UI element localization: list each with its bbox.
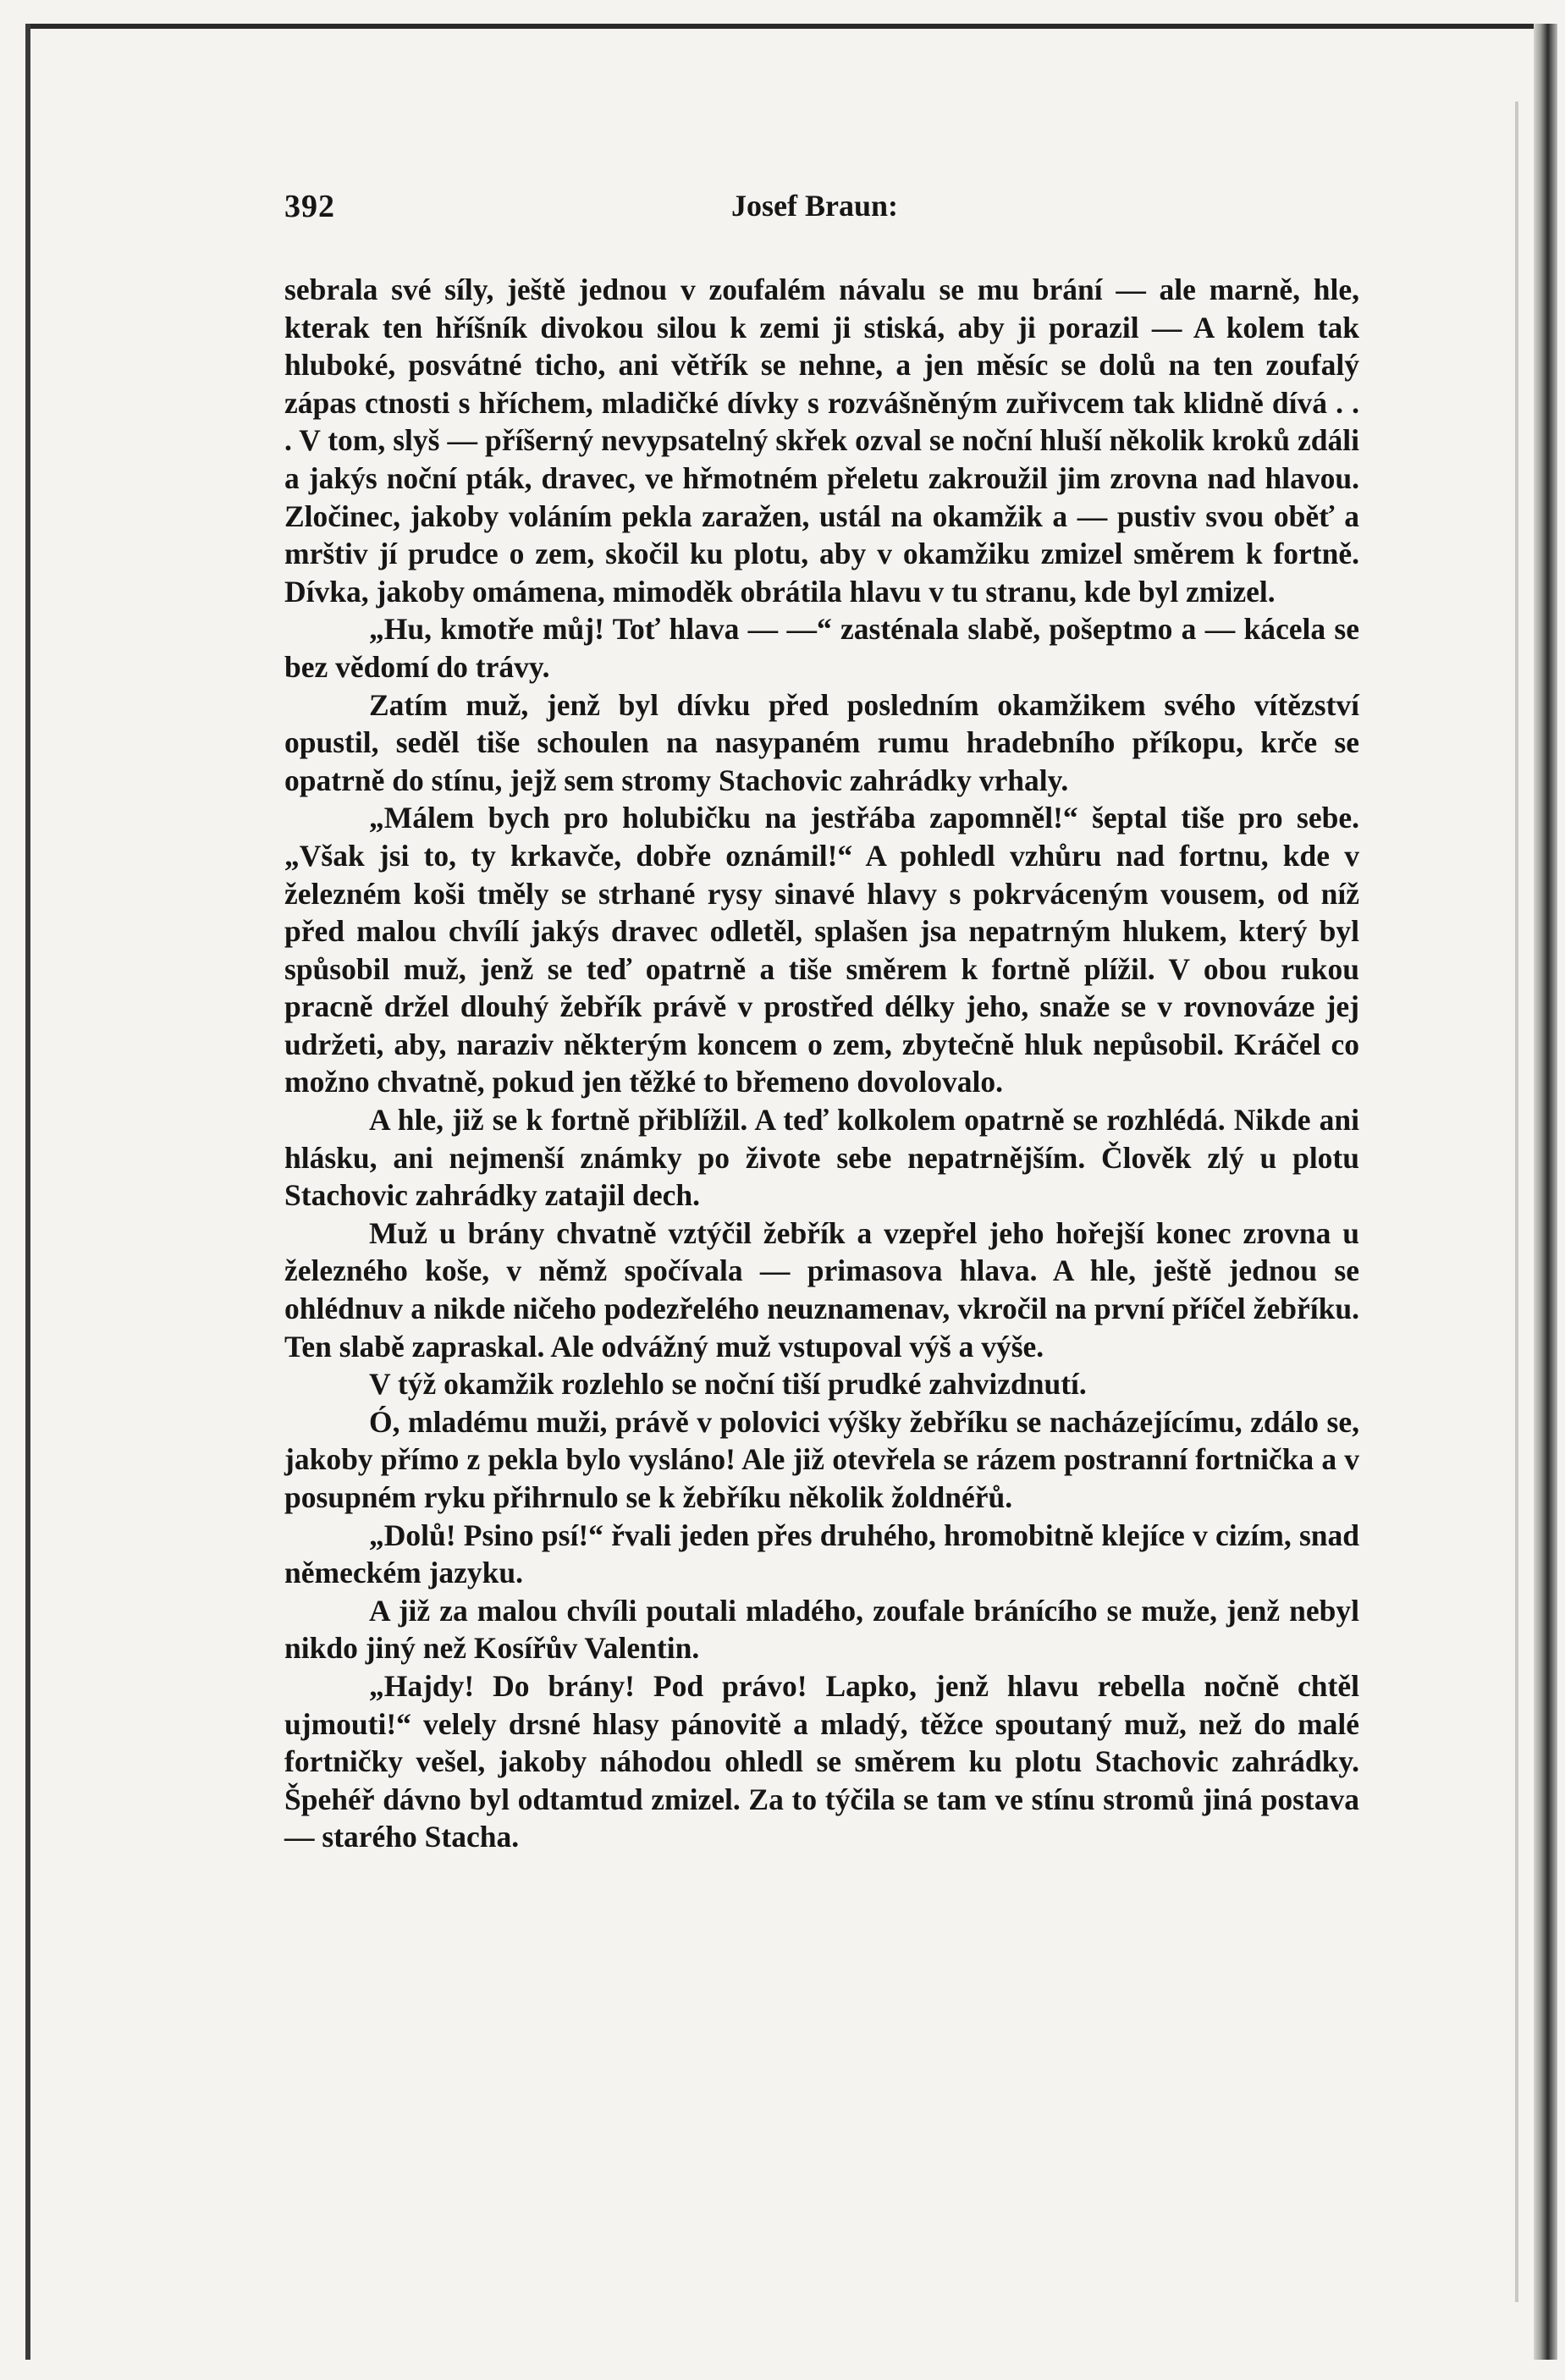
scan-border-left (25, 24, 30, 2360)
scan-gutter-line (1515, 102, 1518, 2302)
paragraph: V týž okamžik rozlehlo se noční tiší prudké zahvizdnutí. (369, 1367, 1087, 1402)
text-body (284, 271, 1359, 1856)
paragraph: „Hajdy! Do brány! Pod právo! Lapko, jenž hlavu rebella nočně chtěl ujmouti!“ velely drsné hlasy pánovitě a mladý, těžce spoutaný muž, než do malé fortničky vešel, jakoby náhodou ohledl se směrem ku plotu Stachovic zahrádky. Špehéř dávno byl odtamtud zmizel. Za to týčila se tam ve stínu stromů jiná postava — starého Stacha. (284, 1668, 1359, 1854)
paragraph: „Dolů! Psino psí!“ řvali jeden přes druhého, hromobitně klejíce v cizím, snad německém jazyku. (284, 1518, 1359, 1590)
scan-border-right (1534, 24, 1557, 2360)
paragraph: „Hu, kmotře můj! Toť hlava — —“ zasténala slabě, pošeptmo a — kácela se bez vědomí do trávy. (284, 612, 1359, 684)
paragraph: A hle, již se k fortně přiblížil. A teď kolkolem opatrně se rozhlédá. Nikde ani hlásku, ani nejmenší známky po živote sebe nepatrnějším. Člověk zlý u plotu Stachovic zahrádky zatajil dech. (284, 1103, 1359, 1213)
running-head: Josef Braun: (731, 189, 898, 223)
paragraph: Zatím muž, jenž byl dívku před posledním okamžikem svého vítězství opustil, seděl tiše schoulen na nasypaném rumu hradebního příkopu, krče se opatrně do stínu, jejž sem stromy Stachovic zahrádky vrhaly. (284, 687, 1359, 797)
page-number: 392 (284, 189, 335, 224)
paragraph: Ó, mladému muži, právě v polovici výšky žebříku se nacházejícímu, zdálo se, jakoby přímo z pekla bylo vysláno! Ale již otevřela se rázem postranní fortnička a v posupném ryku přihrnulo se k žebříku několik žoldnéřů. (284, 1404, 1359, 1514)
page-header (284, 188, 1359, 239)
paragraph: A již za malou chvíli poutali mladého, zoufale bránícího se muže, jenž nebyl nikdo jiný než Kosířův Valentin. (284, 1593, 1359, 1666)
paragraph: sebrala své síly, ještě jednou v zoufalém návalu se mu brání — ale marně, hle, kterak ten hříšník divokou silou k zemi ji stiská, aby ji porazil — A kolem tak hluboké, posvátné ticho, ani větřík se nehne, a jen měsíc se dolů na ten zoufalý zápas ctnosti s hříchem, mladičké dívky s rozvášněným zuřivcem tak klidně dívá . . . V tom, slyš — příšerný nevypsatelný skřek ozval se noční hluší několik kroků zdáli a jakýs noční pták, dravec, ve hřmotném přeletu zakroužil jim zrovna nad hlavou. Zločinec, jakoby voláním pekla zaražen, ustál na okamžik a — pustiv svou oběť a mrštiv jí prudce o zem, skočil ku plotu, aby v okamžiku zmizel směrem k fortně. Dívka, jakoby omámena, mimoděk obrátila hlavu v tu stranu, kde byl zmizel. (284, 273, 1359, 609)
paragraph: „Málem bych pro holubičku na jestřába zapomněl!“ šeptal tiše pro sebe. „Však jsi to, ty krkavče, dobře oznámil!“ A pohledl vzhůru nad fortnu, kde v železném koši tměly se strhané rysy sinavé hlavy s pokrváceným vousem, od níž před malou chvílí jakýs dravec odletěl, splašen jsa nepatrným hlukem, který byl spůsobil muž, jenž se teď opatrně a tiše směrem k fortně plížil. V obou rukou pracně držel dlouhý žebřík právě v prostřed délky jeho, snaže se v rovnováze jej udržeti, aby, naraziv některým koncem o zem, zbytečně hluk nepůsobil. Kráčel co možno chvatně, pokud jen těžké to břemeno dovolovalo. (284, 801, 1359, 1099)
paragraph: Muž u brány chvatně vztýčil žebřík a vzepřel jeho hořejší konec zrovna u železného koše, v němž spočívala — primasova hlava. A hle, ještě jednou se ohlédnuv a nikde ničeho podezřelého neuznamenav, vkročil na první příčel žebříku. Ten slabě zapraskal. Ale odvážný muž vstupoval výš a výše. (284, 1215, 1359, 1364)
scan-border-top (25, 24, 1540, 29)
